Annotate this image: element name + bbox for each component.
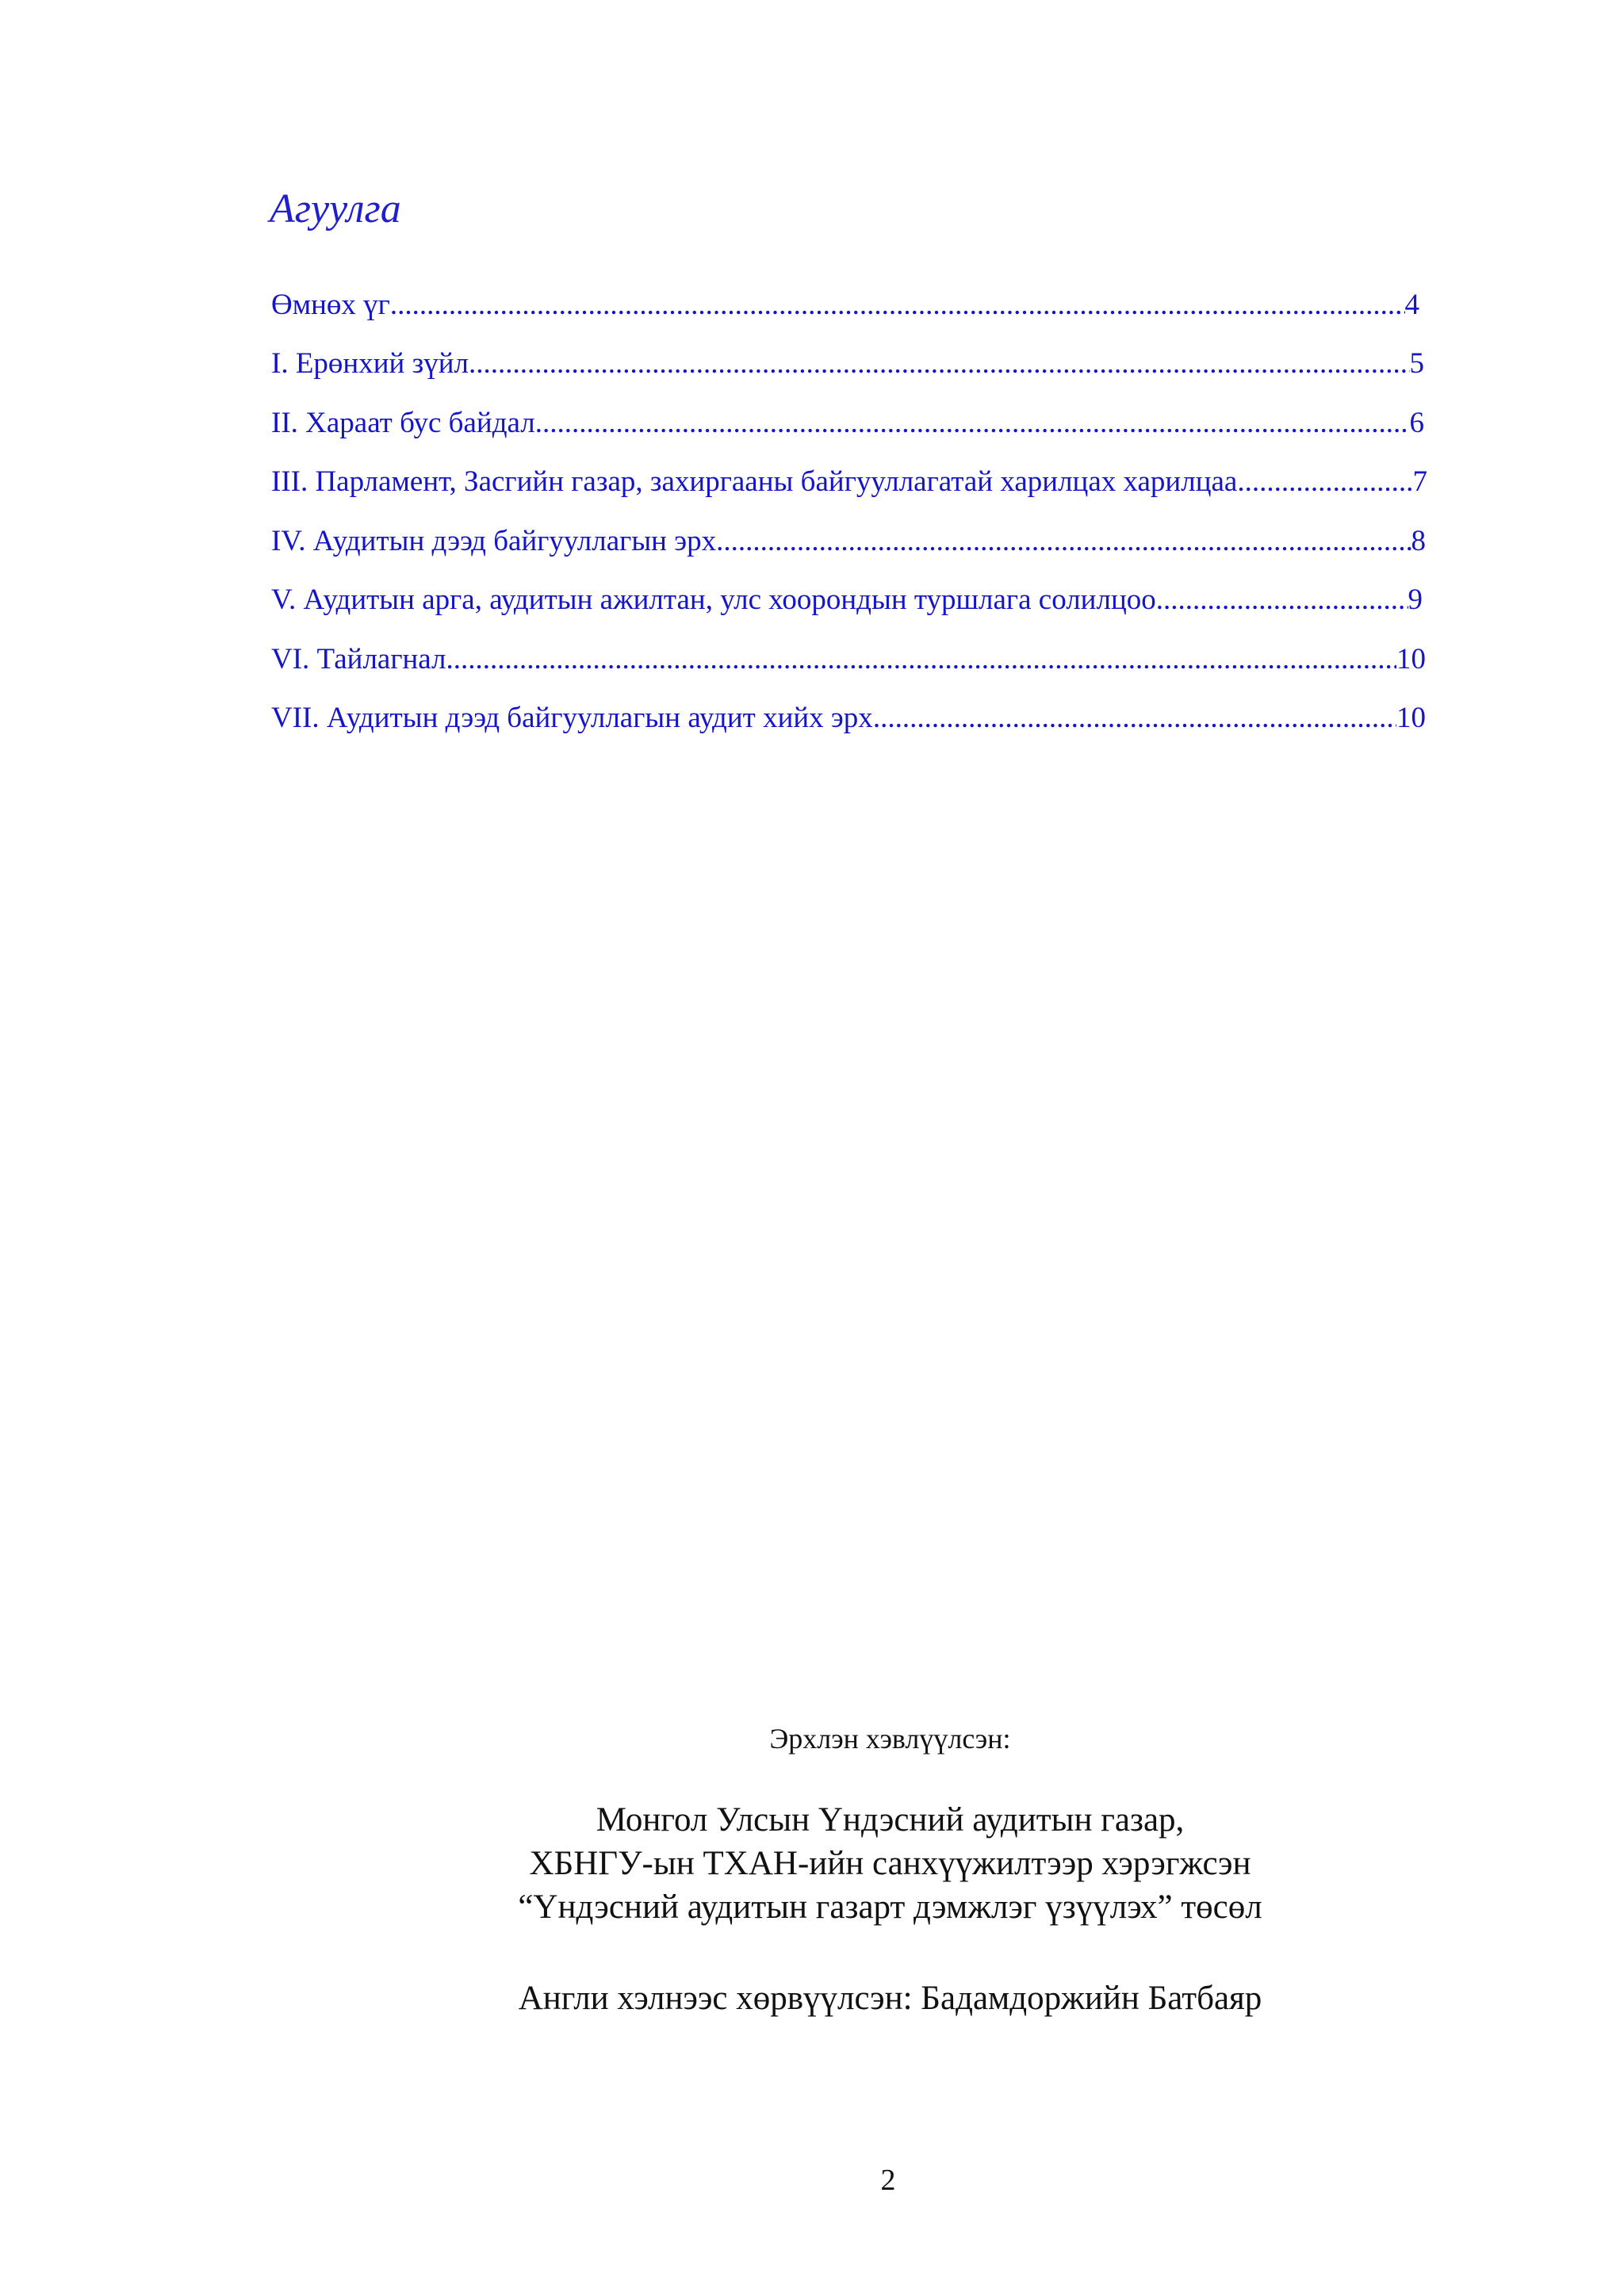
toc-leader-dots	[716, 522, 1411, 561]
toc-entry-page: 6	[1409, 407, 1424, 439]
publisher-line: “Үндэсний аудитын газарт дэмжлэг үзүүлэх” төсөл	[518, 1888, 1262, 1926]
toc-entry-sai-rights[interactable]	[271, 522, 1426, 561]
toc-entry-title: I. Ерөнхий зүйл	[271, 347, 469, 380]
toc-entry-page: 10	[1396, 643, 1426, 675]
toc-leader-dots	[446, 640, 1396, 679]
toc-entry-parliament[interactable]	[271, 462, 1427, 502]
toc-entry-page: 10	[1396, 702, 1426, 734]
toc-entry-audit-methods[interactable]	[271, 580, 1423, 620]
toc-leader-dots	[1156, 580, 1408, 620]
toc-entry-page: 8	[1411, 525, 1426, 557]
toc-entry-title: II. Хараат бус байдал	[271, 407, 535, 439]
translator-credit: Англи хэлнээс хөрвүүлсэн: Бадамдоржийн Батбаяр	[518, 1980, 1262, 2017]
toc-entry-page: 5	[1409, 347, 1424, 380]
toc-entry-page: 9	[1408, 584, 1423, 616]
toc-entry-title: Өмнөх үг	[271, 289, 390, 321]
toc-entry-general[interactable]	[271, 344, 1424, 384]
toc-leader-dots	[469, 344, 1410, 384]
toc-entry-page: 4	[1404, 289, 1419, 321]
toc-entry-title: IV. Аудитын дээд байгууллагын эрх	[271, 525, 717, 557]
toc-entry-title: V. Аудитын арга, аудитын ажилтан, улс хоорондын туршлага солилцоо	[271, 584, 1156, 616]
toc-leader-dots	[873, 698, 1396, 738]
toc-entry-title: III. Парламент, Засгийн газар, захиргааны байгууллагатай харилцах харилцаа	[271, 465, 1238, 498]
toc-entry-page: 7	[1412, 465, 1427, 498]
toc-entry-reporting[interactable]	[271, 640, 1426, 679]
publisher-intro: Эрхлэн хэвлүүлсэн:	[769, 1723, 1011, 1755]
toc-entry-independence[interactable]	[271, 404, 1424, 443]
publisher-block	[396, 1798, 1384, 1929]
toc-leader-dots	[1237, 462, 1412, 502]
toc-heading: Агуулга	[270, 186, 401, 232]
publisher-line: ХБНГУ-ын ТХАН-ийн санхүүжилтээр хэрэгжсэн	[529, 1845, 1251, 1882]
toc-entry-audit-mandate[interactable]	[271, 698, 1426, 738]
toc-leader-dots	[390, 285, 1405, 325]
publisher-line: Монгол Улсын Үндэсний аудитын газар,	[596, 1801, 1185, 1839]
toc-leader-dots	[535, 404, 1410, 443]
page-number: 2	[880, 2164, 896, 2197]
toc-entry-title: VI. Тайлагнал	[271, 643, 446, 675]
toc-entry-title: VII. Аудитын дээд байгууллагын аудит хийх эрх	[271, 702, 873, 734]
toc-entry-foreword[interactable]	[271, 285, 1419, 325]
